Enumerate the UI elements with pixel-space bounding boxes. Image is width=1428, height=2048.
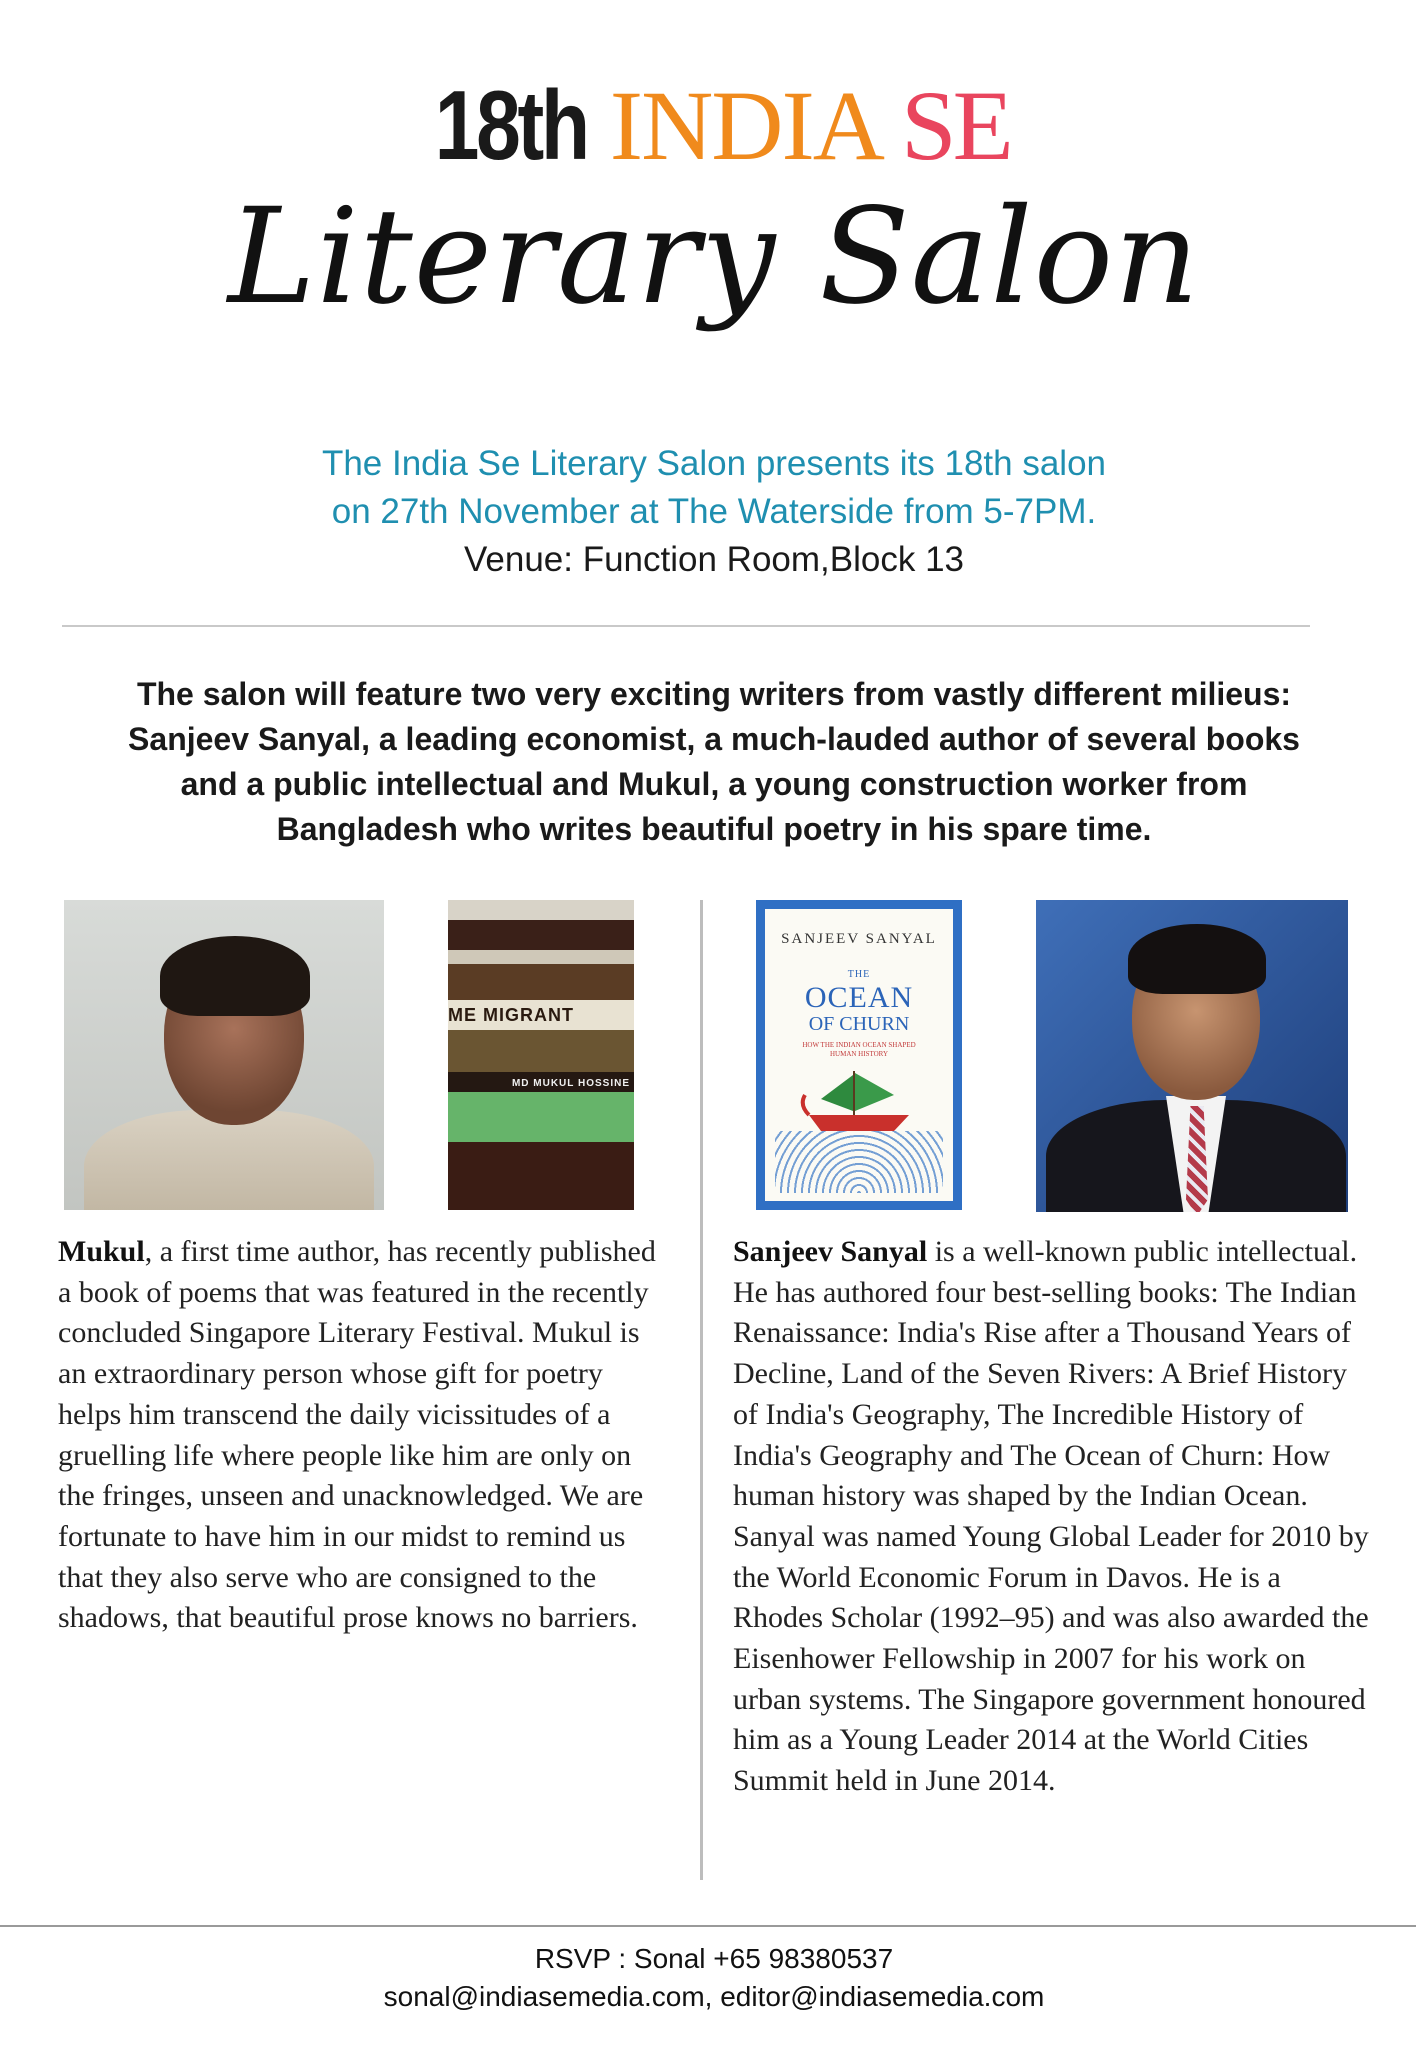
rsvp-footer <box>0 1940 1428 2016</box>
venue-line: Venue: Function Room,Block 13 <box>463 540 964 579</box>
ocean-of-churn-book-cover <box>756 900 962 1210</box>
brand-india <box>610 68 883 183</box>
ocean-book-title: OCEAN <box>804 981 914 1014</box>
feature-line-3: and a public intellectual and Mukul, a young construction worker from <box>180 766 1248 802</box>
ocean-book-title-2: OF CHURN <box>808 1013 910 1035</box>
me-migrant-author: MD MUKUL HOSSINE <box>511 1078 630 1089</box>
ocean-book-author: SANJEEV SANYAL <box>781 931 937 947</box>
sanyal-name: Sanjeev Sanyal <box>733 1235 928 1268</box>
me-migrant-title: ME MIGRANT <box>448 1000 634 1030</box>
sanyal-bio <box>733 1232 1373 1802</box>
waves-pattern <box>775 1131 943 1193</box>
ocean-book-subtitle: HOW THE INDIAN OCEAN SHAPED HUMAN HISTORY <box>802 1041 916 1058</box>
divider-top <box>62 625 1310 627</box>
mukul-bio-text: , a first time author, has recently published a book of poems that was featured in the recently concluded Singapore Literary Festival. Mukul is an extraordinary person whose gift for poetry helps him transcend the daily vicissitudes of a gruelling life where people like him are only on the fringes, unseen and unacknowledged. We are fortunate to have him in our midst to remind us that they also serve who are consigned to the shadows, that beautiful prose knows no barriers. <box>58 1235 656 1635</box>
divider-bottom <box>0 1925 1416 1927</box>
sanyal-bio-text: is a well-known public intellectual. He has authored four best-selling books: The Indian Renaissance: India's Rise after a Thousand Years of Decline, Land of the Seven Rivers: A Brief History of India's Geography, The Incredible History of India's Geography and The Ocean of Churn: How human history was shaped by the Indian Ocean. Sanyal was named Young Global Leader for 2010 by the World Economic Forum in Davos. He is a Rhodes Scholar (1992–95) and was also awarded the Eisenhower Fellowship in 2007 for his work on urban systems. The Singapore government honoured him as a Young Leader 2014 at the World Cities Summit held in June 2014. <box>733 1235 1369 1798</box>
feature-paragraph <box>40 672 1388 852</box>
me-migrant-book-cover <box>448 900 634 1210</box>
ship-illustration-icon <box>799 1065 919 1135</box>
column-divider <box>700 900 703 1880</box>
event-logo <box>0 68 1428 183</box>
intro-line-1: The India Se Literary Salon presents its 18th salon <box>321 444 1107 483</box>
feature-line-1: The salon will feature two very exciting writers from vastly different milieus: <box>136 676 1292 712</box>
mukul-name: Mukul <box>58 1235 145 1268</box>
intro-block <box>0 440 1428 584</box>
brand-se: SE <box>901 70 1010 181</box>
mukul-photo <box>64 900 384 1210</box>
ocean-book-the: THE <box>847 969 871 980</box>
edition-label: 18th <box>434 70 588 180</box>
feature-line-2: Sanjeev Sanyal, a leading economist, a much-lauded author of several books <box>128 721 1300 757</box>
rsvp-line: RSVP : Sonal +65 98380537 <box>534 1943 894 1974</box>
feature-line-4: Bangladesh who writes beautiful poetry in his spare time. <box>276 811 1152 847</box>
mukul-bio <box>58 1232 668 1639</box>
rsvp-emails[interactable]: sonal@indiasemedia.com, editor@indiasemedia.com <box>383 1981 1045 2012</box>
page-title: Literary Salon <box>227 180 1201 334</box>
intro-line-2: on 27th November at The Waterside from 5-7PM. <box>331 492 1097 531</box>
brand-india-text: INDIA <box>609 70 884 181</box>
sanjeev-sanyal-photo <box>1036 900 1348 1212</box>
